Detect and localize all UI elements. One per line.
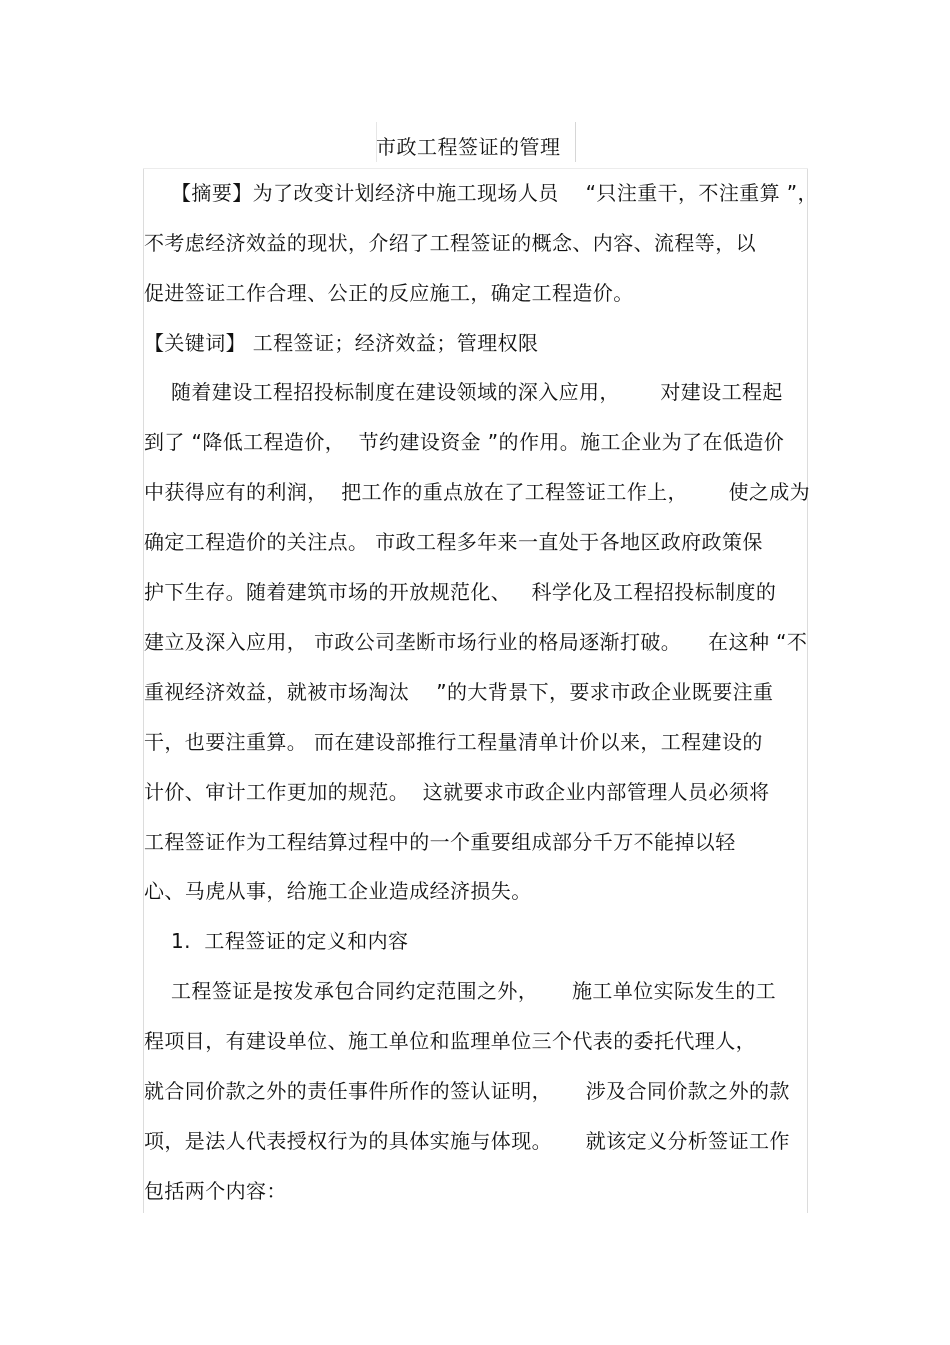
right-frame-line [807, 168, 808, 1213]
paragraph-line: 确定工程造价的关注点。 市政工程多年来一直处于各地区政府政策保 [144, 530, 763, 554]
paragraph-line: 重视经济效益，就被市场淘汰 ”的大背景下，要求市政企业既要注重 [144, 680, 774, 704]
paragraph-line: 干，也要注重算。 而在建设部推行工程量清单计价以来，工程建设的 [144, 730, 763, 754]
document-title: 市政工程签证的管理 [376, 135, 561, 159]
paragraph-line: 【摘要】为了改变计划经济中施工现场人员 “只注重干，不注重算 ”， [144, 181, 818, 205]
paragraph-line: 工程签证作为工程结算过程中的一个重要组成部分千万不能掉以轻 [144, 830, 736, 854]
paragraph-line: 就合同价款之外的责任事件所作的签认证明， 涉及合同价款之外的款 [144, 1079, 790, 1103]
paragraph-line: 随着建设工程招投标制度在建设领域的深入应用， 对建设工程起 [144, 380, 783, 404]
keywords-line: 【关键词】 工程签证；经济效益；管理权限 [144, 331, 539, 355]
top-frame-line [143, 168, 808, 169]
paragraph-line: 包括两个内容： [144, 1179, 287, 1203]
paragraph-line: 护下生存。随着建筑市场的开放规范化、 科学化及工程招投标制度的 [144, 580, 777, 604]
paragraph-line: 计价、审计工作更加的规范。 这就要求市政企业内部管理人员必须将 [144, 780, 770, 804]
paragraph-line: 到了 “降低工程造价， 节约建设资金 ”的作用。施工企业为了在低造价 [144, 430, 785, 454]
paragraph-line: 不考虑经济效益的现状，介绍了工程签证的概念、内容、流程等，以 [144, 231, 756, 255]
paragraph-line: 程项目，有建设单位、施工单位和监理单位三个代表的委托代理人， [144, 1029, 756, 1053]
paragraph-line: 促进签证工作合理、公正的反应施工，确定工程造价。 [144, 281, 634, 305]
paragraph-line: 中获得应有的利润， 把工作的重点放在了工程签证工作上， 使之成为 [144, 480, 811, 504]
section-heading: 1. 工程签证的定义和内容 [144, 929, 409, 953]
paragraph-line: 建立及深入应用， 市政公司垄断市场行业的格局逐渐打破。 在这种 “不 [144, 630, 808, 654]
paragraph-line: 工程签证是按发承包合同约定范围之外， 施工单位实际发生的工 [144, 979, 777, 1003]
paragraph-line: 项，是法人代表授权行为的具体实施与体现。 就该定义分析签证工作 [144, 1129, 790, 1153]
paragraph-line: 心、马虎从事，给施工企业造成经济损失。 [144, 879, 532, 903]
